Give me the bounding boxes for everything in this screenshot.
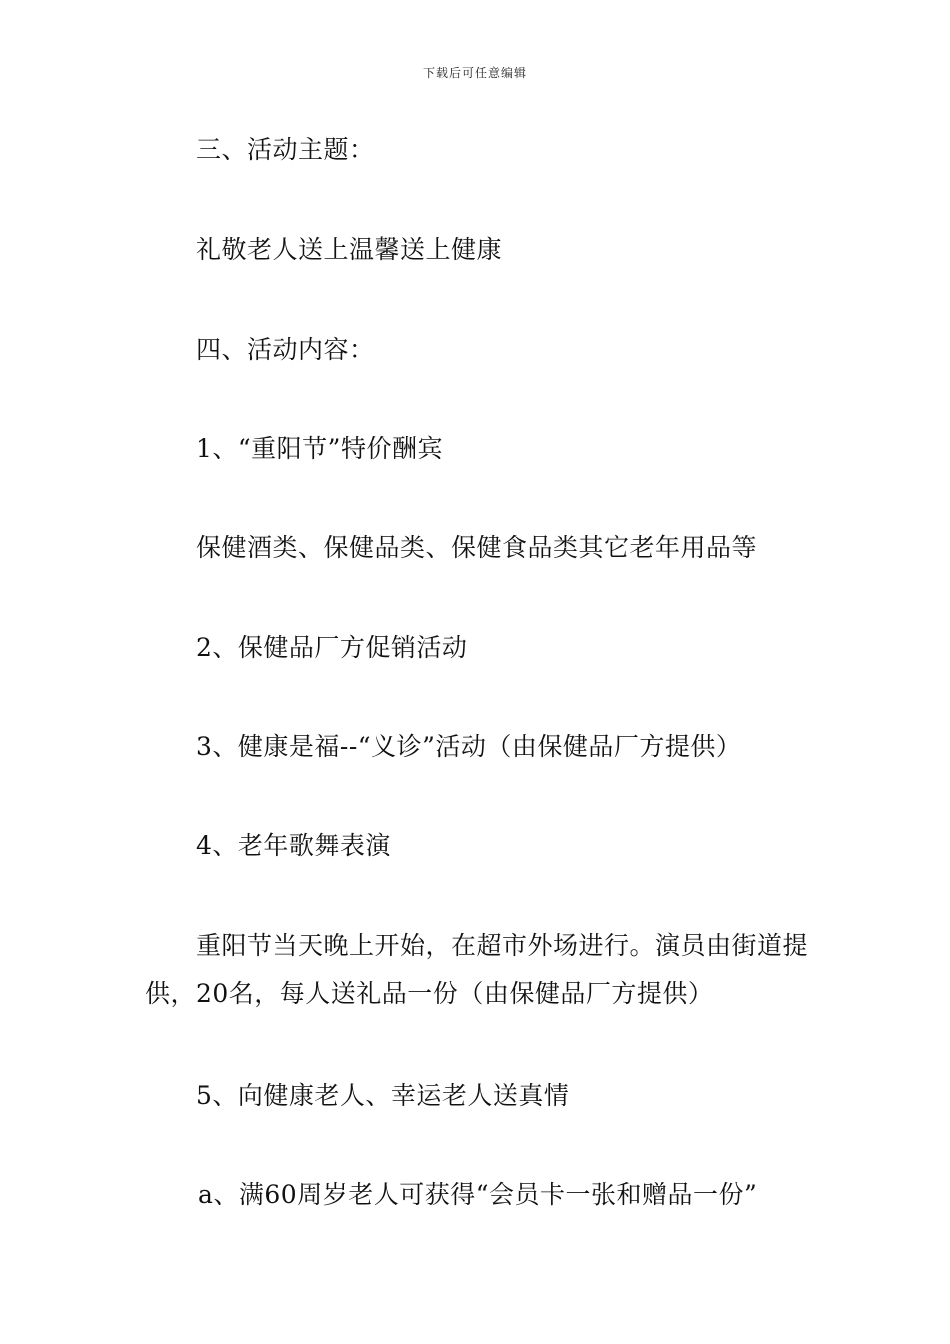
list-item-4-detail: 重阳节当天晚上开始，在超市外场进行。演员由街道提供，20名，每人送礼品一份（由保健品厂方提供） [145,931,809,1008]
list-item-5: 5、向健康老人、幸运老人送真情 [196,1081,570,1110]
list-item-1-detail: 保健酒类、保健品类、保健食品类其它老年用品等 [196,533,758,562]
list-item-4: 4、老年歌舞表演 [196,831,391,860]
theme-text: 礼敬老人送上温馨送上健康 [196,235,503,264]
list-item-3: 3、健康是福--“义诊”活动（由保健品厂方提供） [196,732,742,761]
list-item-2: 2、保健品厂方促销活动 [196,633,468,662]
section-heading-content: 四、活动内容： [196,335,375,364]
list-item-1: 1、“重阳节”特价酬宾 [196,434,443,463]
list-item-5a: a、满60周岁老人可获得“会员卡一张和赠品一份” [198,1180,758,1209]
page-header: 下载后可任意编辑 [422,66,527,80]
section-heading-theme: 三、活动主题： [196,135,375,164]
